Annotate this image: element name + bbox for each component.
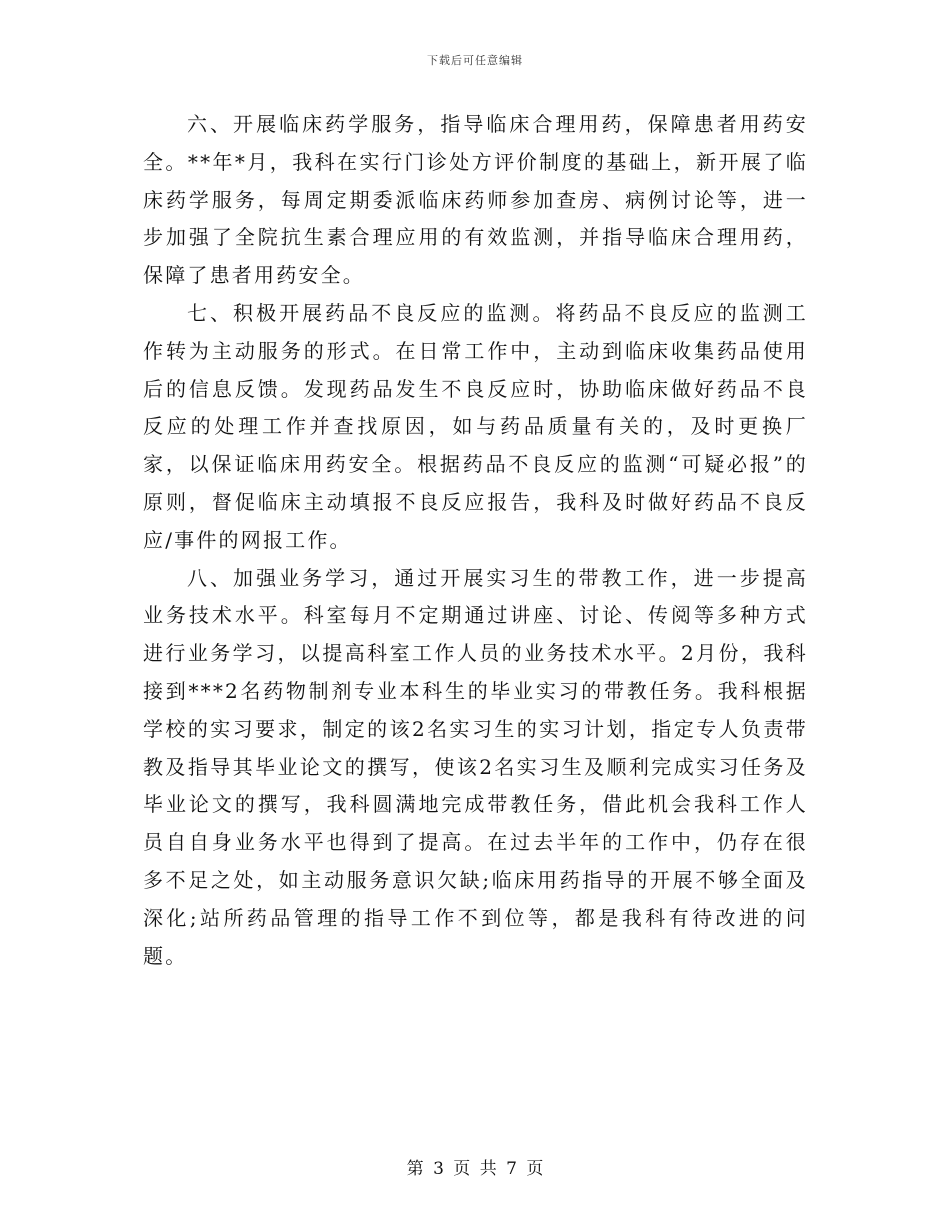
page-footer: 第 3 页 共 7 页 (406, 1159, 544, 1179)
paragraph-6: 六、开展临床药学服务，指导临床合理用药，保障患者用药安全。**年*月，我科在实行门诊处方评价制度的基础上，新开展了临床药学服务，每周定期委派临床药师参加查房、病例讨论等，进一步加强了全院抗生素合理应用的有效监测，并指导临床合理用药，保障了患者用药安全。 (143, 112, 808, 288)
paragraph-8: 八、加强业务学习，通过开展实习生的带教工作，进一步提高业务技术水平。科室每月不定期通过讲座、讨论、传阅等多种方式进行业务学习，以提高科室工作人员的业务技术水平。2月份，我科接到***2名药物制剂专业本科生的毕业实习的带教任务。我科根据学校的实习要求，制定的该2名实习生的实习计划，指定专人负责带教及指导其毕业论文的撰写，使该2名实习生及顺利完成实习任务及毕业论文的撰写，我科圆满地完成带教任务，借此机会我科工作人员自自身业务水平也得到了提高。在过去半年的工作中，仍存在很多不足之处，如主动服务意识欠缺;临床用药指导的开展不够全面及深化;站所药品管理的指导工作不到位等，都是我科有待改进的问题。 (143, 565, 808, 968)
page-header: 下载后可任意编辑 (427, 54, 523, 67)
document-body (143, 106, 808, 975)
paragraph-7: 七、积极开展药品不良反应的监测。将药品不良反应的监测工作转为主动服务的形式。在日常工作中，主动到临床收集药品使用后的信息反馈。发现药品发生不良反应时，协助临床做好药品不良反应的处理工作并查找原因，如与药品质量有关的，及时更换厂家，以保证临床用药安全。根据药品不良反应的监测“可疑必报”的原则，督促临床主动填报不良反应报告，我科及时做好药品不良反应/事件的网报工作。 (143, 300, 808, 552)
